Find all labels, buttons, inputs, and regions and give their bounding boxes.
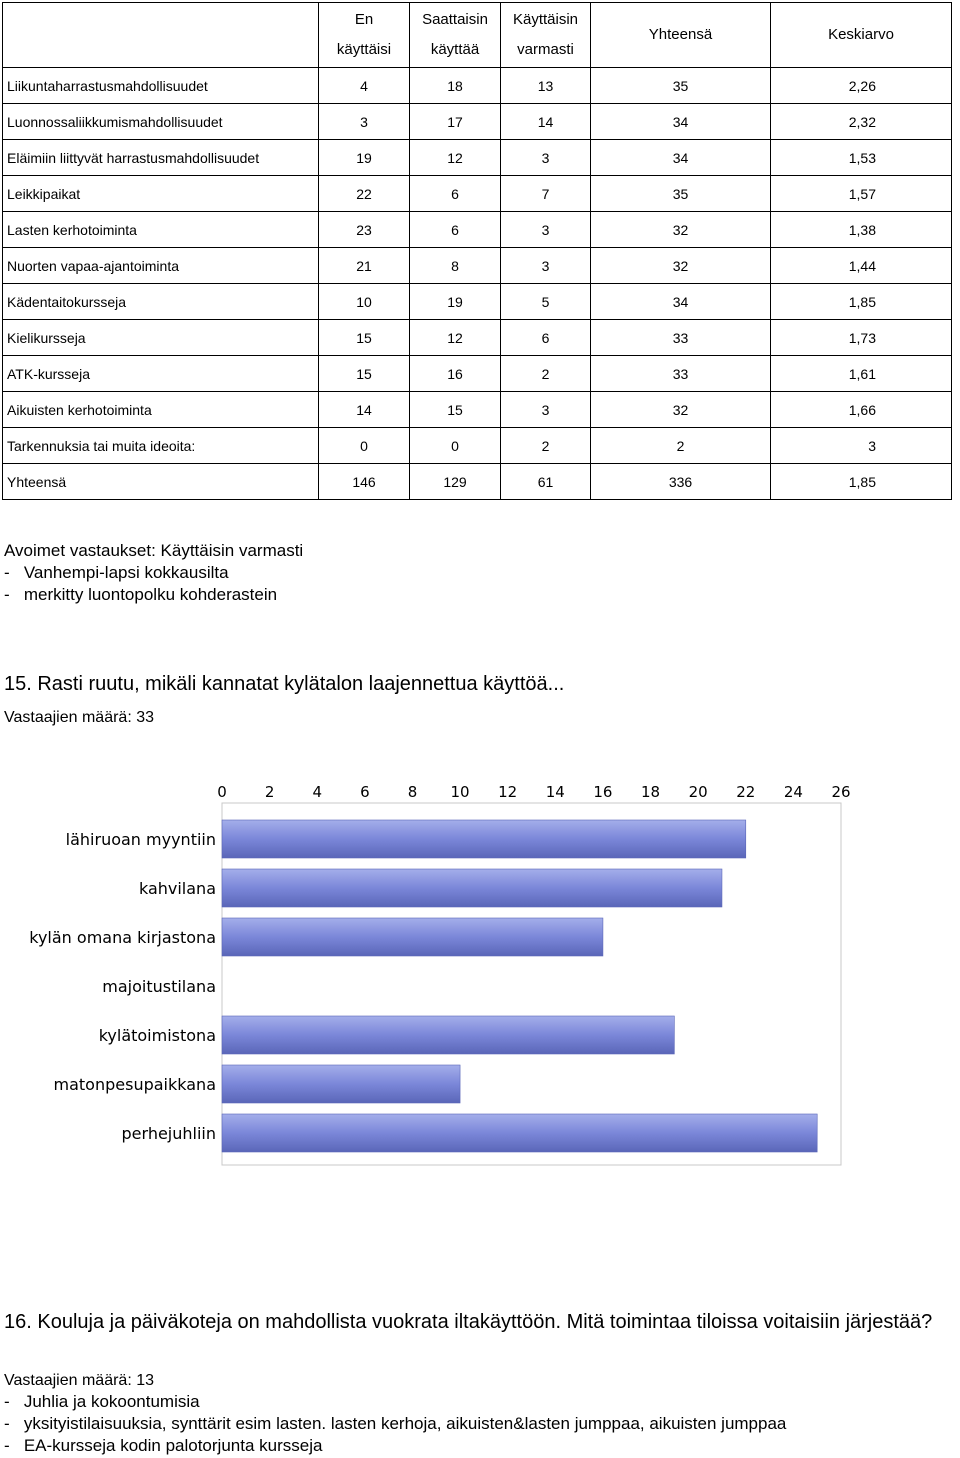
table-cell: 1,66 <box>771 392 952 428</box>
x-tick-label: 10 <box>450 783 470 801</box>
table-cell: 32 <box>591 248 771 284</box>
table-cell: 0 <box>319 428 410 464</box>
table-cell: 1,53 <box>771 140 952 176</box>
bar <box>222 1065 460 1103</box>
table-cell: 12 <box>410 140 501 176</box>
question-16-answers <box>4 1391 786 1457</box>
row-label: Lasten kerhotoiminta <box>3 212 319 248</box>
table-cell: 1,85 <box>771 284 952 320</box>
table-cell: 35 <box>591 68 771 104</box>
header-blank <box>3 3 319 68</box>
table-cell: 2,32 <box>771 104 952 140</box>
table-row <box>3 212 952 248</box>
question-16-respondents: Vastaajien määrä: 13 <box>4 1372 155 1389</box>
question-16: 16. Kouluja ja päiväkoteja on mahdollista vuokrata iltakäyttöön. Mitä toimintaa tiloissa voitaisiin järjestää? <box>4 1311 933 1333</box>
table-cell: 1,85 <box>771 464 952 500</box>
open-answers <box>4 540 303 606</box>
table-cell: 34 <box>591 284 771 320</box>
table-cell: 61 <box>501 464 591 500</box>
table-cell: 22 <box>319 176 410 212</box>
x-tick-label: 4 <box>312 783 323 801</box>
table-row <box>3 104 952 140</box>
row-label: Kädentaitokursseja <box>3 284 319 320</box>
bar <box>222 820 746 858</box>
table-cell: 2,26 <box>771 68 952 104</box>
table-cell: 35 <box>591 176 771 212</box>
table-cell: 17 <box>410 104 501 140</box>
answer-item: - Juhlia ja kokoontumisia <box>4 1392 200 1411</box>
table-cell: 129 <box>410 464 501 500</box>
table-row <box>3 140 952 176</box>
table-cell: 33 <box>591 320 771 356</box>
answer-item: - EA-kursseja kodin palotorjunta kursseja <box>4 1436 323 1455</box>
x-tick-label: 0 <box>217 783 227 801</box>
bar <box>222 918 603 956</box>
answer-item: - yksityistilaisuuksia, synttärit esim lasten. lasten kerhoja, aikuisten&lasten jumppaa, aikuisten jumppaa <box>4 1414 787 1433</box>
category-label: majoitustilana <box>102 977 216 996</box>
open-answer-item: - merkitty luontopolku kohderastein <box>4 585 278 604</box>
bar <box>222 1016 674 1054</box>
table-cell: 3 <box>501 212 591 248</box>
category-label: perhejuhliin <box>121 1124 216 1143</box>
row-label: Yhteensä <box>3 464 319 500</box>
x-tick-label: 14 <box>545 783 565 801</box>
table-cell: 2 <box>501 356 591 392</box>
row-label: Luonnossaliikkumismahdollisuudet <box>3 104 319 140</box>
x-tick-label: 2 <box>264 783 275 801</box>
category-label: kylätoimistona <box>98 1026 216 1045</box>
x-tick-label: 12 <box>498 783 518 801</box>
table-cell: 7 <box>501 176 591 212</box>
table-row <box>3 68 952 104</box>
x-tick-label: 16 <box>593 783 613 801</box>
table-row <box>3 320 952 356</box>
row-label: Aikuisten kerhotoiminta <box>3 392 319 428</box>
table-cell: 13 <box>501 68 591 104</box>
table-cell: 1,61 <box>771 356 952 392</box>
table-row <box>3 392 952 428</box>
table-cell: 1,73 <box>771 320 952 356</box>
open-answer-item: - Vanhempi-lapsi kokkausilta <box>4 563 229 582</box>
table-cell: 2 <box>501 428 591 464</box>
column-header: Keskiarvo <box>771 3 952 68</box>
table-cell: 21 <box>319 248 410 284</box>
question-15: 15. Rasti ruutu, mikäli kannatat kylätalon laajennettua käyttöä... <box>4 673 565 695</box>
table-cell: 5 <box>501 284 591 320</box>
x-tick-label: 8 <box>407 783 418 801</box>
table-cell: 14 <box>319 392 410 428</box>
bar <box>222 869 722 907</box>
bar <box>222 1114 817 1152</box>
table-body <box>3 68 952 500</box>
table-cell: 1,38 <box>771 212 952 248</box>
table-row <box>3 176 952 212</box>
table-cell: 12 <box>410 320 501 356</box>
question-15-respondents: Vastaajien määrä: 33 <box>4 709 155 726</box>
table-cell: 34 <box>591 104 771 140</box>
table-cell: 10 <box>319 284 410 320</box>
table-cell: 19 <box>319 140 410 176</box>
table-cell: 18 <box>410 68 501 104</box>
table-cell: 0 <box>410 428 501 464</box>
table-row <box>3 464 952 500</box>
row-label: Eläimiin liittyvät harrastusmahdollisuudet <box>3 140 319 176</box>
results-table <box>2 2 952 500</box>
table-cell: 1,57 <box>771 176 952 212</box>
table-cell: 1,44 <box>771 248 952 284</box>
column-header: Saattaisin käyttää <box>410 3 501 68</box>
table-cell: 14 <box>501 104 591 140</box>
row-label: Liikuntaharrastusmahdollisuudet <box>3 68 319 104</box>
column-header: En käyttäisi <box>319 3 410 68</box>
table-cell: 3 <box>771 428 952 464</box>
table-cell: 19 <box>410 284 501 320</box>
row-label: Leikkipaikat <box>3 176 319 212</box>
column-header: Yhteensä <box>591 3 771 68</box>
table-cell: 3 <box>501 392 591 428</box>
table-cell: 16 <box>410 356 501 392</box>
table-cell: 8 <box>410 248 501 284</box>
x-tick-label: 26 <box>831 783 851 801</box>
kylatalo-bar-chart <box>0 770 960 1180</box>
table-cell: 336 <box>591 464 771 500</box>
table-cell: 15 <box>410 392 501 428</box>
table-cell: 146 <box>319 464 410 500</box>
x-tick-label: 20 <box>688 783 708 801</box>
table-cell: 15 <box>319 320 410 356</box>
table-cell: 4 <box>319 68 410 104</box>
table-row <box>3 356 952 392</box>
table-cell: 34 <box>591 140 771 176</box>
table-cell: 3 <box>501 248 591 284</box>
x-tick-label: 22 <box>736 783 756 801</box>
table-cell: 6 <box>410 176 501 212</box>
table-header-row <box>3 3 952 68</box>
table-cell: 3 <box>319 104 410 140</box>
row-label: Tarkennuksia tai muita ideoita: <box>3 428 319 464</box>
table-cell: 32 <box>591 392 771 428</box>
x-tick-label: 6 <box>360 783 370 801</box>
table-cell: 3 <box>501 140 591 176</box>
row-label: ATK-kursseja <box>3 356 319 392</box>
x-tick-label: 18 <box>640 783 661 801</box>
table-cell: 32 <box>591 212 771 248</box>
table-row <box>3 248 952 284</box>
table-cell: 6 <box>501 320 591 356</box>
category-label: kylän omana kirjastona <box>29 928 216 947</box>
table-cell: 6 <box>410 212 501 248</box>
open-answers-title: Avoimet vastaukset: Käyttäisin varmasti <box>4 541 304 560</box>
category-label: lähiruoan myyntiin <box>65 830 216 849</box>
table-cell: 23 <box>319 212 410 248</box>
table-cell: 33 <box>591 356 771 392</box>
table-row <box>3 284 952 320</box>
row-label: Nuorten vapaa-ajantoiminta <box>3 248 319 284</box>
column-header: Käyttäisin varmasti <box>501 3 591 68</box>
table-row <box>3 428 952 464</box>
table-cell: 2 <box>591 428 771 464</box>
category-label: matonpesupaikkana <box>53 1075 216 1094</box>
row-label: Kielikursseja <box>3 320 319 356</box>
table-cell: 15 <box>319 356 410 392</box>
x-tick-label: 24 <box>783 783 803 801</box>
category-label: kahvilana <box>138 879 216 898</box>
